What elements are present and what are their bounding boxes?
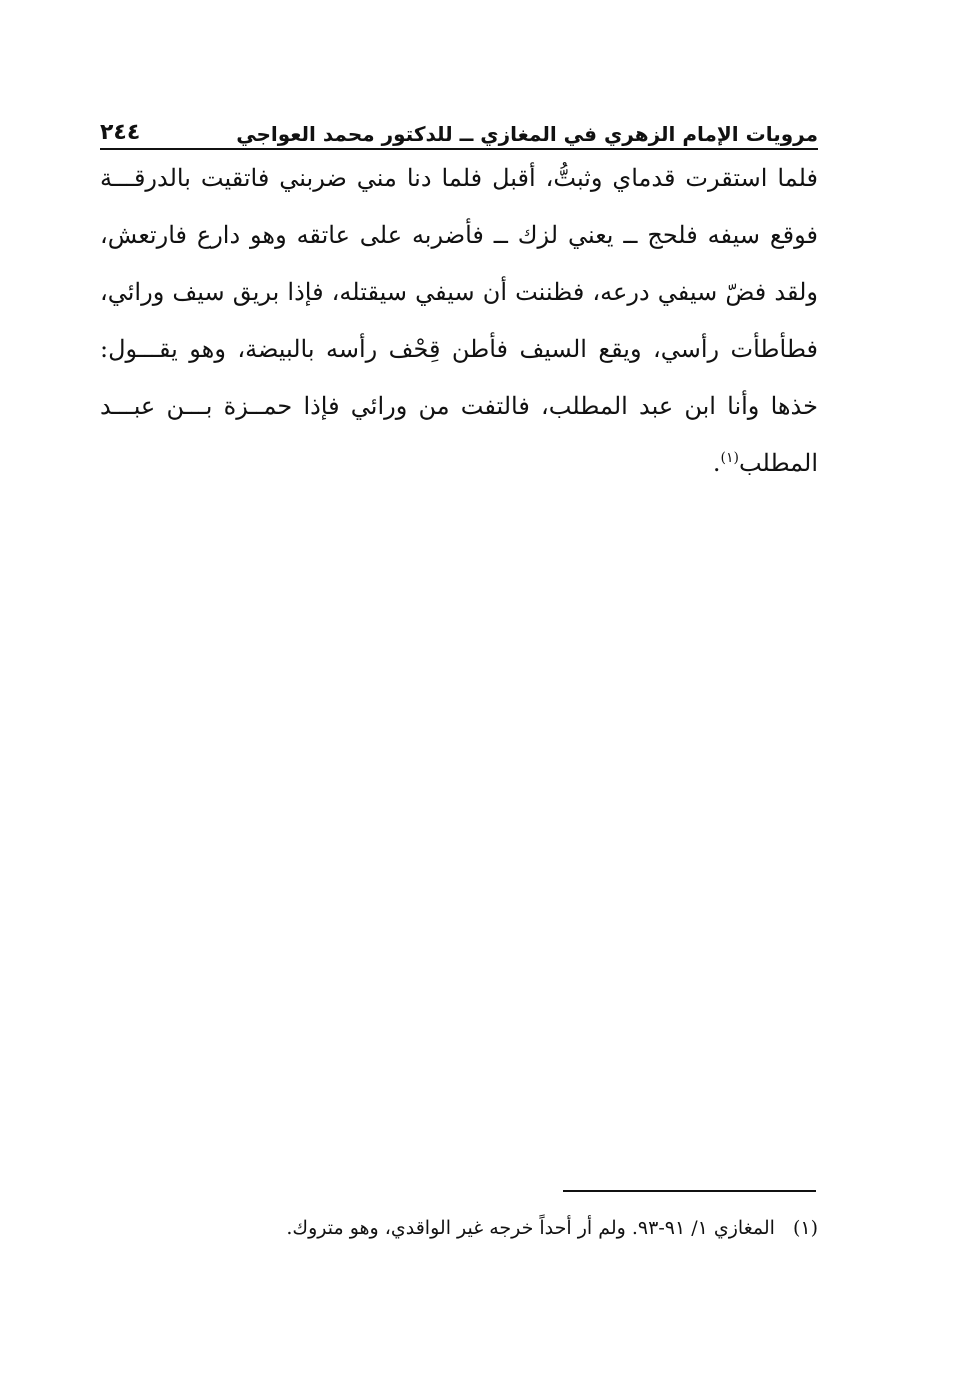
- body-line: ولقد فضّ سيفي درعه، فظننت أن سيفي سيقتله، فإذا بريق سيف ورائي،: [100, 278, 818, 306]
- body-text: [100, 150, 818, 492]
- footnote-marker: (١): [792, 1217, 818, 1239]
- page-number: ٢٤٤: [100, 120, 141, 145]
- body-line-last: [100, 435, 818, 492]
- footnote-divider: [563, 1190, 816, 1192]
- footnote-text: المغازي ١/ ٩١-٩٣. ولم أر أحداً خرجه غير الواقدي، وهو متروك.: [286, 1217, 775, 1239]
- body-line: خذها وأنا ابن عبد المطلب، فالتفت من ورائي فإذا حمــزة بـــن عبـــد: [100, 392, 818, 420]
- footnote-reference[interactable]: (١): [720, 450, 739, 466]
- header-title: مرويات الإمام الزهري في المغازي ــ للدكتور محمد العواجي: [236, 122, 818, 146]
- end-punctuation: .: [712, 449, 721, 477]
- body-line: فطأطأت رأسي، ويقع السيف فأطن قِحْف رأسه بالبيضة، وهو يقـــول:: [100, 335, 818, 363]
- footnote: [180, 1214, 818, 1242]
- body-line: فوقع سيفه فلحج ــ يعني لزك ــ فأضربه على عاتقه وهو دارع فارتعش،: [100, 221, 818, 249]
- body-line-last-text: المطلب: [738, 449, 818, 477]
- body-line: فلما استقرت قدماي وثبتُّ، أقبل فلما دنا مني ضربني فاتقيت بالدرقـــة: [100, 164, 818, 192]
- running-header: [100, 108, 818, 150]
